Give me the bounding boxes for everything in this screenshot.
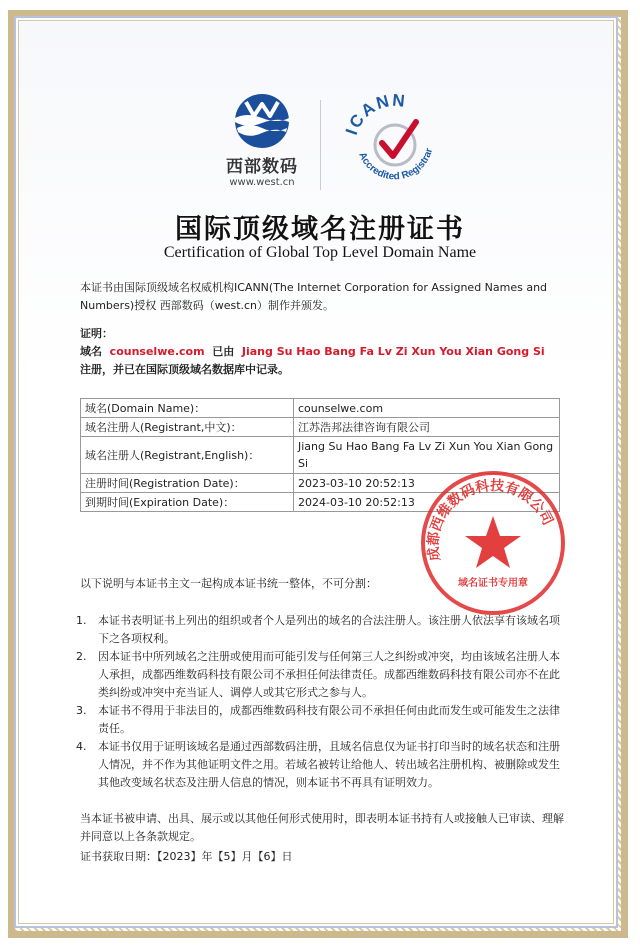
list-item <box>76 612 570 648</box>
logo-divider <box>320 100 321 190</box>
table-row <box>81 418 560 437</box>
seal-label: 域名证书专用章 <box>458 578 528 589</box>
certificate-title-en: Certification of Global Top Level Domain Name <box>163 244 477 261</box>
table-key: 域名注册人(Registrant,English)： <box>81 437 294 474</box>
table-value: counselwe.com <box>294 399 560 418</box>
seal-star-icon <box>465 516 521 568</box>
seal-company: 成都西维数码科技有限公司 <box>425 477 556 562</box>
term-text: 本证书表明证书上列出的组织或者个人是列出的域名的合法注册人。该注册人依法享有该域名项下之各项权利。 <box>98 614 560 645</box>
table-key: 注册时间(Registration Date)： <box>81 474 294 493</box>
proof-prefix: 域名 <box>80 345 102 358</box>
term-text: 本证书仅用于证明该域名是通过西部数码注册，且域名信息仅为证书打印当时的域名状态和注册人情况，并不作为其他证明文件之用。若域名被转让给他人、转出域名注册机构、被删除或发生其他改变域名状态及注册人信息的情况，则本证书不再具有证明效力。 <box>98 740 560 789</box>
table-value: Jiang Su Hao Bang Fa Lv Zi Xun You Xian Gong Si <box>294 437 560 474</box>
list-item <box>76 738 570 792</box>
icann-accredited-logo <box>340 88 450 198</box>
table-key: 域名注册人(Registrant,中文)： <box>81 418 294 437</box>
term-number: 2. <box>76 650 87 663</box>
table-row <box>81 399 560 418</box>
svg-text:Accredited Registrar: Accredited Registrar <box>356 147 436 183</box>
west-cn-logo <box>222 92 302 188</box>
table-value: 江苏浩邦法律咨询有限公司 <box>294 418 560 437</box>
closing-paragraph: 当本证书被申请、出具、展示或以其他任何形式使用时，即表明本证书持有人或接触人已审读、理解并同意以上各条款规定。 <box>80 812 564 843</box>
term-number: 1. <box>76 614 87 627</box>
list-item <box>76 702 570 738</box>
term-text: 因本证书中所列域名之注册或使用而可能引发与任何第三人之纠纷或冲突，均由该域名注册人本人承担，成都西维数码科技有限公司不承担任何法律责任。成都西维数码科技有限公司亦不在此类纠纷或冲突中充当证人、调停人或其它形式之参与人。 <box>98 650 560 699</box>
company-seal <box>418 468 568 618</box>
proof-statement <box>80 343 550 379</box>
date-line: 证书获取日期：【2023】年【5】月【6】日 <box>80 850 293 863</box>
certificate-title-zh: 国际顶级域名注册证书 <box>175 214 465 245</box>
table-key: 域名(Domain Name)： <box>81 399 294 418</box>
table-value: 2023-03-10 20:52:13 <box>294 474 560 493</box>
west-cn-url: www.west.cn <box>229 177 295 188</box>
term-text: 本证书不得用于非法目的，成都西维数码科技有限公司不承担任何由此而发生或可能发生之法律责任。 <box>98 704 560 735</box>
terms-list <box>76 612 570 792</box>
proof-suffix: 注册，并已在国际顶级域名数据库中记录。 <box>80 363 289 376</box>
list-item <box>76 648 570 702</box>
west-cn-logo-icon <box>232 92 292 150</box>
intro-paragraph: 本证书由国际顶级域名权威机构ICANN(The Internet Corporation for Assigned Names and Numbers)授权 西部数码（west.cn）制作并颁发。 <box>80 281 548 312</box>
west-cn-name: 西部数码 <box>226 157 298 177</box>
proof-label: 证明： <box>80 327 113 340</box>
term-number: 4. <box>76 740 87 753</box>
proof-middle: 已由 <box>212 345 235 358</box>
proof-domain: counselwe.com <box>109 345 205 358</box>
table-key: 到期时间(Expiration Date)： <box>81 493 294 512</box>
table-value: 2024-03-10 20:52:13 <box>294 493 560 512</box>
terms-intro: 以下说明与本证书主文一起构成本证书统一整体，不可分割： <box>80 577 377 590</box>
term-number: 3. <box>76 704 87 717</box>
proof-registrant: Jiang Su Hao Bang Fa Lv Zi Xun You Xian Gong Si <box>241 345 545 358</box>
svg-text:ICANN: ICANN <box>341 90 408 138</box>
